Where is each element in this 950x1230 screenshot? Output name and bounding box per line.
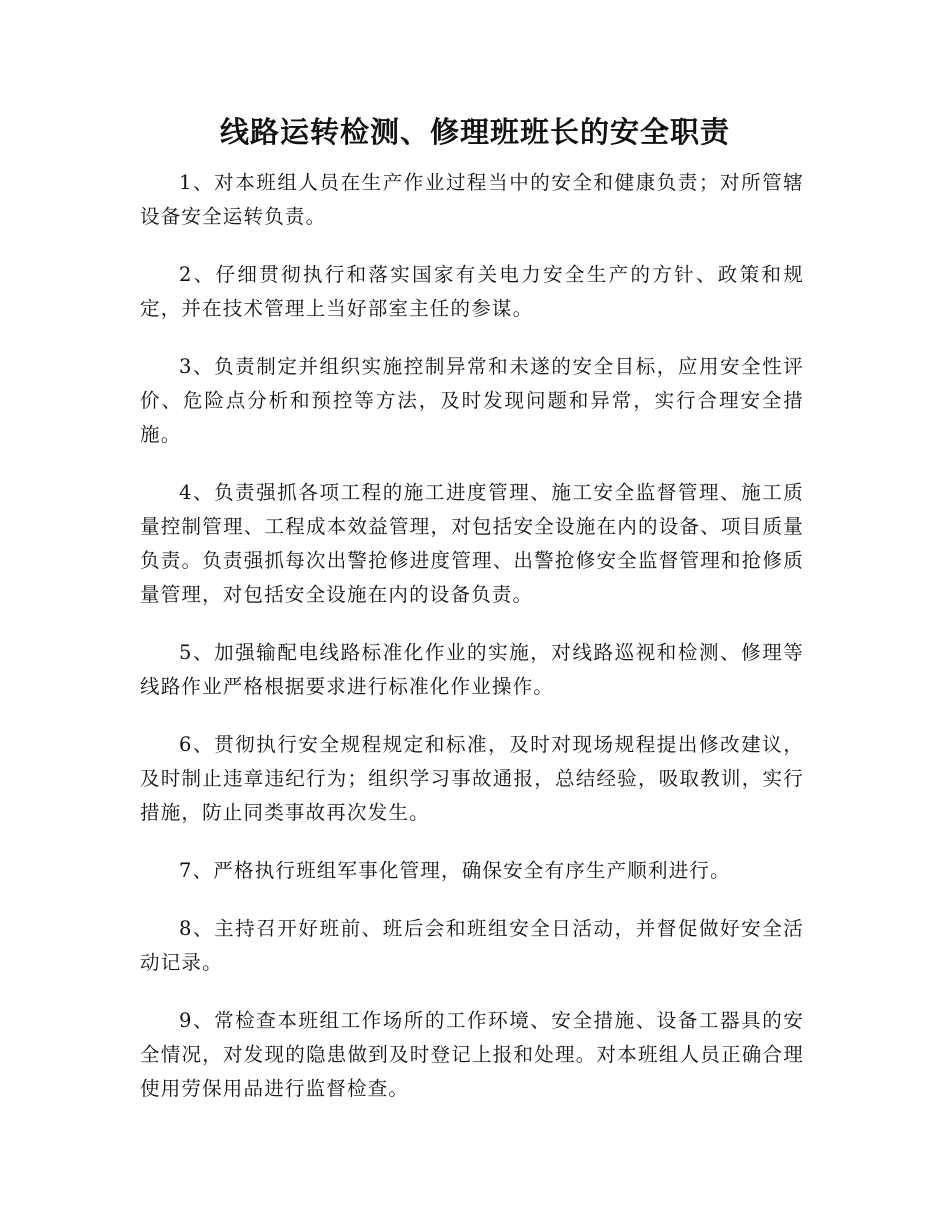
paragraph-6: 6、贯彻执行安全规程规定和标准，及时对现场规程提出修改建议，及时制止违章违纪行为；组织学习事故通报，总结经验，吸取教训，实行措施，防止同类事故再次发生。 xyxy=(140,733,804,824)
document-title: 线路运转检测、修理班班长的安全职责 xyxy=(219,115,730,149)
paragraph-7: 7、严格执行班组军事化管理，确保安全有序生产顺利进行。 xyxy=(179,859,731,882)
paragraph-4: 4、负责强抓各项工程的施工进度管理、施工安全监督管理、施工质量控制管理、工程成本效益管理，对包括安全设施在内的设备、项目质量负责。负责强抓每次出警抢修进度管理、出警抢修安全监督管理和抢修质量管理，对包括安全设施在内的设备负责。 xyxy=(140,481,804,606)
paragraph-1: 1、对本班组人员在生产作业过程当中的安全和健康负责；对所管辖设备安全运转负责。 xyxy=(140,171,804,228)
document-body xyxy=(140,166,804,1130)
paragraph-5: 5、加强输配电线路标准化作业的实施，对线路巡视和检测、修理等线路作业严格根据要求进行标准化作业操作。 xyxy=(140,641,804,698)
paragraph-9: 9、常检查本班组工作场所的工作环境、安全措施、设备工器具的安全情况，对发现的隐患做到及时登记上报和处理。对本班组人员正确合理使用劳保用品进行监督检查。 xyxy=(140,1009,804,1100)
paragraph-3: 3、负责制定并组织实施控制异常和未遂的安全目标，应用安全性评价、危险点分析和预控等方法，及时发现问题和异常，实行合理安全措施。 xyxy=(140,355,804,446)
paragraph-2: 2、仔细贯彻执行和落实国家有关电力安全生产的方针、政策和规定，并在技术管理上当好部室主任的参谋。 xyxy=(140,263,804,320)
paragraph-8: 8、主持召开好班前、班后会和班组安全日活动，并督促做好安全活动记录。 xyxy=(140,917,804,974)
